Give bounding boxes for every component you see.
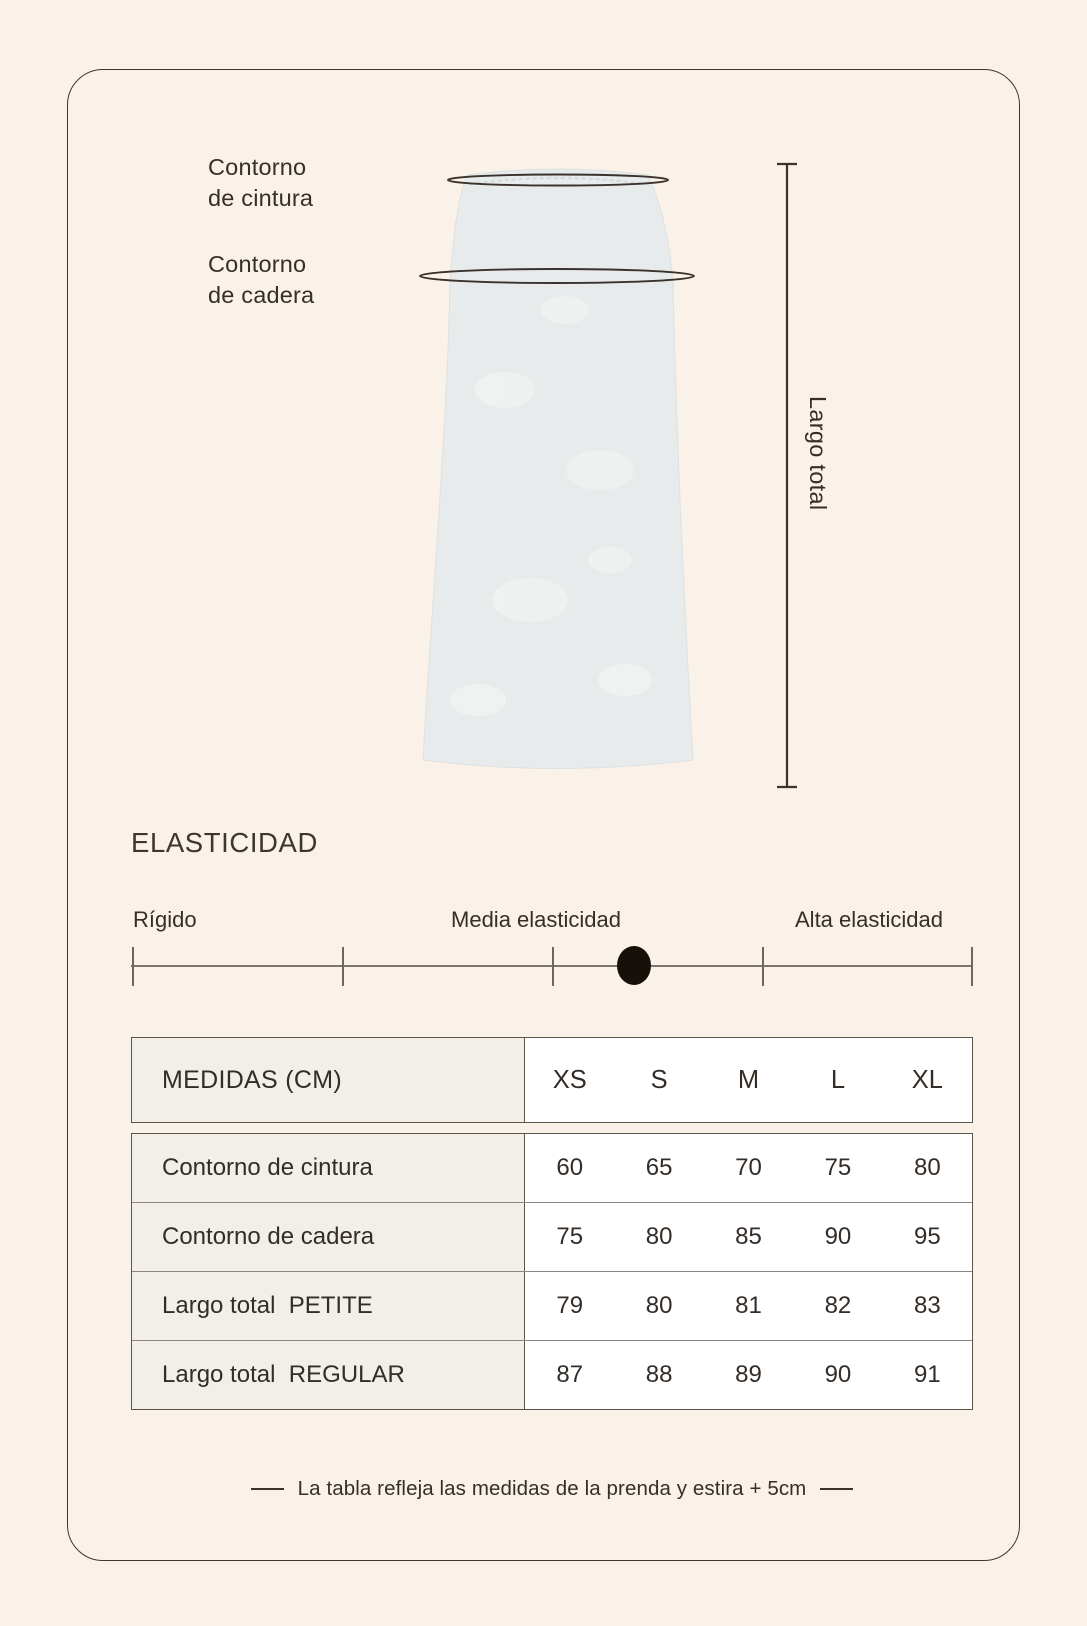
size-value-cell: 60 [556, 1154, 584, 1181]
size-column-s: S [650, 1065, 668, 1094]
note-text: La tabla refleja las medidas de la prenda y estira + 5cm [297, 1477, 807, 1500]
size-value-cell: 80 [645, 1223, 673, 1250]
table-row [132, 1340, 972, 1409]
table-row [132, 1271, 972, 1340]
size-value-cell: 95 [913, 1223, 941, 1250]
skirt-silhouette [423, 169, 693, 769]
note-dash-left [251, 1488, 284, 1491]
row-label: Contorno de cintura [132, 1134, 525, 1202]
size-table-header [131, 1037, 973, 1123]
size-value-cell: 75 [556, 1223, 584, 1250]
elasticity-level-high: Alta elasticidad [795, 907, 943, 932]
row-label: Largo total REGULAR [132, 1341, 525, 1409]
row-label: Contorno de cadera [132, 1203, 525, 1271]
size-value-cell: 85 [735, 1223, 762, 1250]
elasticity-tick [971, 947, 973, 986]
elasticity-title: ELASTICIDAD [131, 827, 318, 858]
waist-label-line2: de cintura [208, 185, 314, 211]
elasticity-tick [762, 947, 764, 986]
hip-label-line2: de cadera [208, 282, 315, 308]
waist-label-line1: Contorno [208, 154, 307, 180]
waist-label [208, 152, 313, 214]
length-label: Largo total [805, 396, 831, 511]
size-value-cell: 90 [824, 1223, 852, 1250]
size-table-body [131, 1133, 973, 1410]
size-column-xs: XS [552, 1065, 587, 1094]
size-value-cell: 89 [735, 1361, 762, 1388]
size-column-m: M [737, 1065, 760, 1094]
size-value-cell: 82 [824, 1292, 852, 1319]
size-value-cell: 80 [913, 1154, 941, 1181]
elasticity-level-medium: Media elasticidad [451, 907, 621, 932]
size-value-cell: 87 [556, 1361, 584, 1388]
elasticity-tick [342, 947, 344, 986]
size-value-cell: 91 [913, 1361, 941, 1388]
size-value-cell: 75 [824, 1154, 852, 1181]
size-value-cell: 90 [824, 1361, 852, 1388]
elasticity-tick [132, 947, 134, 986]
elasticity-tick [552, 947, 554, 986]
size-value-cell: 81 [735, 1292, 762, 1319]
hip-label-line1: Contorno [208, 251, 307, 277]
size-value-cell: 79 [556, 1292, 584, 1319]
elasticity-level-rigid: Rígido [133, 907, 197, 932]
size-value-cell: 65 [645, 1154, 673, 1181]
size-value-cell: 83 [913, 1292, 941, 1319]
table-row [132, 1134, 972, 1202]
elasticity-indicator-dot [617, 946, 651, 985]
size-value-cell: 88 [645, 1361, 673, 1388]
note-dash-right [820, 1488, 853, 1491]
size-table-title-cell: MEDIDAS (CM) [132, 1038, 525, 1122]
hip-label [208, 249, 314, 311]
size-column-xl: XL [911, 1065, 943, 1094]
size-column-l: L [830, 1065, 846, 1094]
table-row [132, 1202, 972, 1271]
length-measure-line [777, 164, 797, 787]
footer-note [131, 1477, 973, 1501]
size-value-cell: 80 [645, 1292, 673, 1319]
row-label: Largo total PETITE [132, 1272, 525, 1340]
size-value-cell: 70 [735, 1154, 762, 1181]
